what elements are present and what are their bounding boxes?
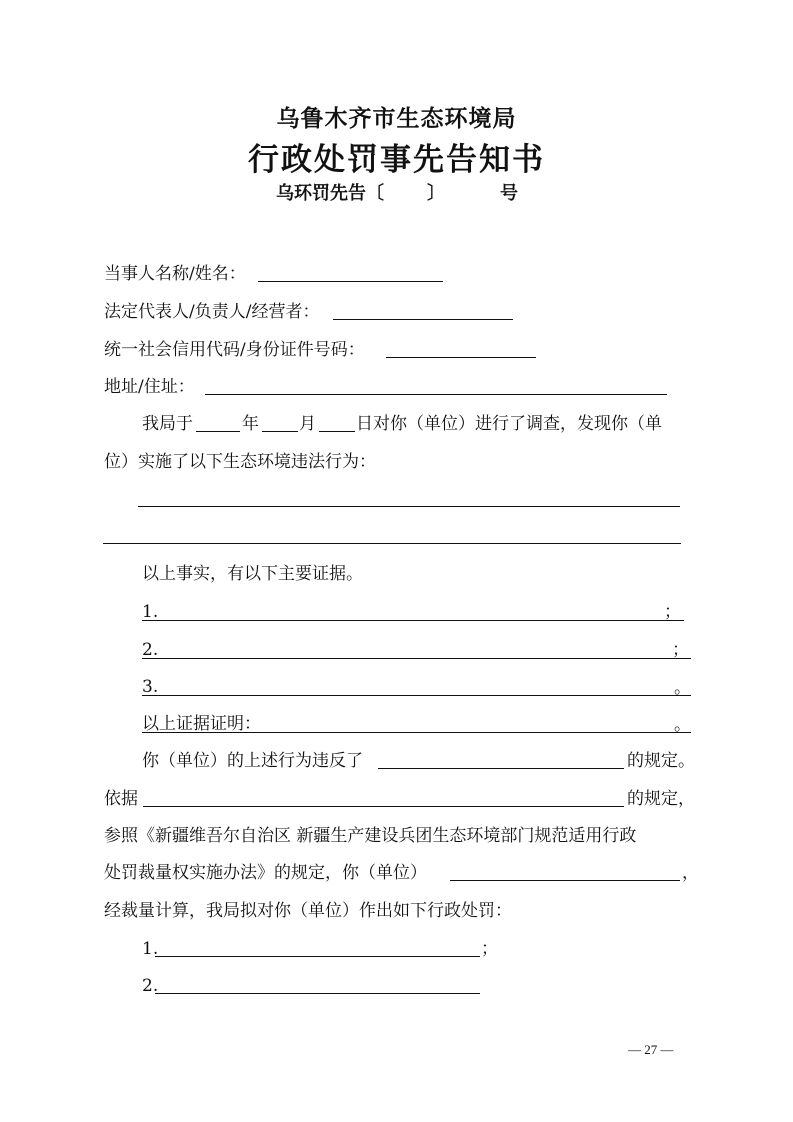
evidence-proves-period: 。 [674, 715, 691, 735]
legal-rep-label: 法定代表人/负责人/经营者： [104, 302, 320, 322]
investigation-text: 日对你（单位）进行了调查，发现你（单 [356, 414, 662, 434]
evidence-item-1-semicolon: ； [664, 602, 681, 622]
credit-code-field[interactable] [386, 357, 536, 358]
evidence-proves-label: 以上证据证明： [142, 714, 261, 734]
violation-line-1-start: 你（单位）的上述行为违反了 [142, 751, 363, 771]
legal-basis-end: 的规定， [627, 789, 695, 809]
evidence-item-3-field[interactable] [142, 695, 691, 696]
doc-number-suffix: 号 [500, 183, 518, 204]
doc-number-prefix: 乌环罚先告〔 [276, 183, 384, 204]
penalty-item-1-semicolon: ； [481, 939, 498, 959]
evidence-item-3-number: 3. [142, 677, 159, 697]
evidence-item-1-number: 1. [142, 602, 159, 622]
penalty-item-2-field[interactable] [155, 993, 480, 994]
penalty-intro: 经裁量计算，我局拟对你（单位）作出如下行政处罚： [104, 901, 512, 921]
evidence-intro: 以上事实，有以下主要证据。 [142, 564, 363, 584]
month-label: 月 [299, 414, 316, 434]
legal-basis-label: 依据 [104, 789, 138, 809]
violation-line-1-end: 的规定。 [627, 751, 695, 771]
investigation-text-line2: 位）实施了以下生态环境违法行为： [104, 452, 376, 472]
investigation-day-field[interactable] [319, 431, 355, 432]
penalty-item-2-number: 2. [142, 976, 159, 996]
discretion-line-end: ， [682, 863, 699, 883]
evidence-item-2-field[interactable] [142, 658, 691, 659]
discretion-line-start: 处罚裁量权实施办法》的规定，你（单位） [104, 863, 427, 883]
evidence-item-1-field[interactable] [142, 620, 684, 621]
party-name-label: 当事人名称/姓名： [104, 264, 246, 284]
violation-description-line-1[interactable] [138, 506, 680, 507]
violated-regulation-field[interactable] [378, 768, 624, 769]
page-number: — 27 — [628, 1042, 674, 1057]
issuing-authority: 乌鲁木齐市生态环境局 [276, 105, 517, 132]
investigation-year-field[interactable] [196, 431, 240, 432]
reference-regulation-text: 参照《新疆维吾尔自治区 新疆生产建设兵团生态环境部门规范适用行政 [104, 826, 637, 846]
evidence-item-2-semicolon: ； [672, 640, 689, 660]
discretion-field[interactable] [450, 880, 680, 881]
party-name-field[interactable] [258, 281, 443, 282]
penalty-item-1-number: 1. [142, 939, 159, 959]
investigation-intro: 我局于 [142, 414, 193, 434]
address-field[interactable] [205, 394, 667, 395]
penalty-item-1-field[interactable] [155, 956, 480, 957]
address-label: 地址/住址： [104, 377, 195, 397]
document-title: 行政处罚事先告知书 [248, 142, 545, 178]
year-label: 年 [242, 414, 259, 434]
violation-description-line-2[interactable] [103, 543, 681, 544]
doc-number-bracket-close: 〕 [427, 183, 445, 204]
credit-code-label: 统一社会信用代码/身份证件号码： [104, 340, 365, 360]
evidence-item-2-number: 2. [142, 640, 159, 660]
legal-rep-field[interactable] [333, 319, 513, 320]
evidence-proves-field[interactable] [142, 732, 691, 733]
evidence-item-3-period: 。 [674, 678, 691, 698]
investigation-month-field[interactable] [262, 431, 298, 432]
legal-basis-field[interactable] [143, 806, 624, 807]
